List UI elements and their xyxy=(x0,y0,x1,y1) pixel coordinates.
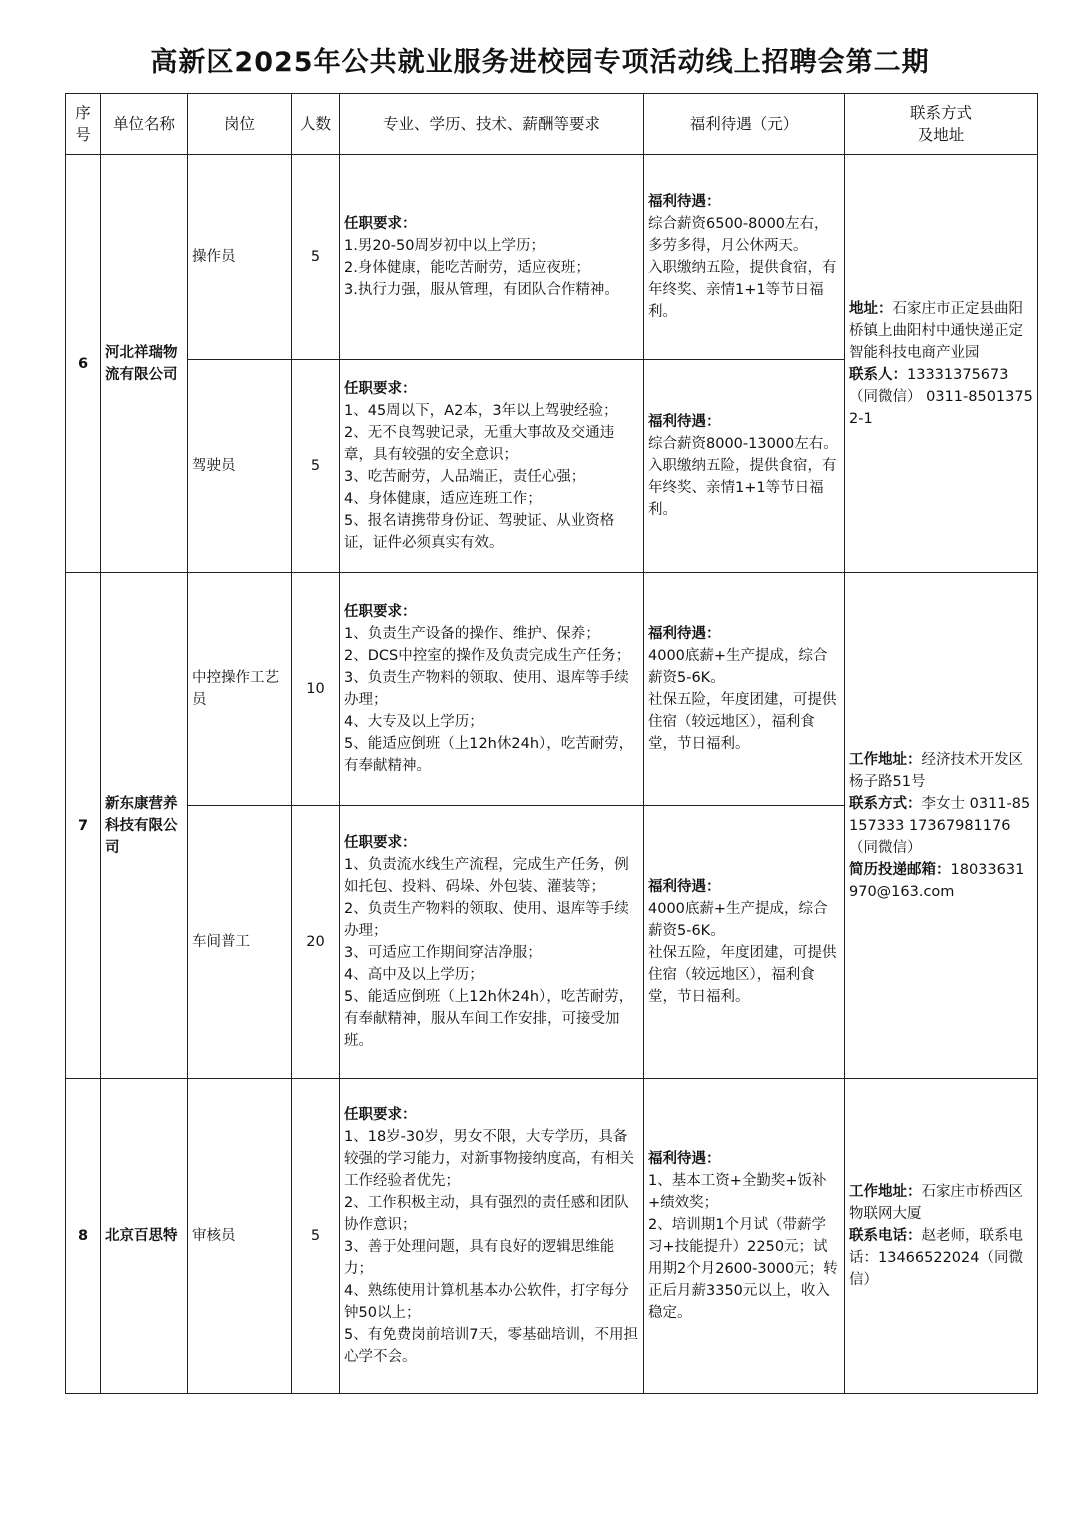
contact-cell xyxy=(845,155,1038,573)
requirement-item: 4、熟练使用计算机基本办公软件，打字每分钟50以上； xyxy=(344,1283,629,1321)
requirements-cell xyxy=(340,155,644,360)
requirement-item: 3、可适应工作期间穿洁净服； xyxy=(344,945,542,961)
requirement-item: 2、工作积极主动，具有强烈的责任感和团队协作意识； xyxy=(344,1195,629,1233)
benefits-cell xyxy=(644,806,845,1079)
table-row xyxy=(66,1079,1038,1394)
requirement-item: 2、DCS中控室的操作及负责完成生产任务； xyxy=(344,648,631,664)
requirement-item: 3、善于处理问题，具有良好的逻辑思维能力； xyxy=(344,1239,615,1277)
position-count: 20 xyxy=(292,806,340,1079)
requirements-cell xyxy=(340,360,644,573)
contact-label: 简历投递邮箱： xyxy=(849,861,951,878)
job-table xyxy=(65,93,1038,1394)
requirement-item: 3、吃苦耐劳，人品端正，责任心强； xyxy=(344,469,586,485)
position-count: 10 xyxy=(292,573,340,806)
requirements-cell xyxy=(340,573,644,806)
position-title: 审核员 xyxy=(188,1079,292,1394)
company-name: 北京百思特 xyxy=(101,1079,188,1394)
requirement-item: 3.执行力强，服从管理，有团队合作精神。 xyxy=(344,282,619,298)
requirements-heading: 任职要求： xyxy=(344,381,417,397)
benefit-item: 社保五险，年度团建，可提供住宿（较远地区），福利食堂，节日福利。 xyxy=(648,692,837,752)
contact-line: 联系电话：赵老师，联系电话：13466522024（同微信） xyxy=(849,1228,1023,1288)
benefits-heading: 福利待遇： xyxy=(648,1151,721,1167)
header-requirements: 专业、学历、技术、薪酬等要求 xyxy=(340,94,644,155)
benefit-item: 综合薪资6500-8000左右，多劳多得，月公休两天。 xyxy=(648,216,829,254)
benefit-item: 综合薪资8000-13000左右。 xyxy=(648,436,838,452)
position-title: 操作员 xyxy=(188,155,292,360)
requirement-item: 4、大专及以上学历； xyxy=(344,714,484,730)
requirement-item: 3、负责生产物料的领取、使用、退库等手续办理； xyxy=(344,670,629,708)
requirement-item: 2、无不良驾驶记录，无重大事故及交通违章，具有较强的安全意识； xyxy=(344,425,615,463)
benefits-cell xyxy=(644,155,845,360)
benefit-item: 入职缴纳五险，提供食宿，有年终奖、亲情1+1等节日福利。 xyxy=(648,458,837,518)
benefit-item: 2、培训期1个月试（带薪学习+技能提升）2250元；试用期2个月2600-3000元；转正后月薪3350元以上，收入稳定。 xyxy=(648,1217,838,1321)
position-count: 5 xyxy=(292,155,340,360)
position-title: 驾驶员 xyxy=(188,360,292,573)
benefits-cell xyxy=(644,360,845,573)
contact-line: 联系方式：李女士 0311-85157333 17367981176（同微信） xyxy=(849,795,1031,856)
company-name: 新东康营养科技有限公司 xyxy=(101,573,188,1079)
contact-label: 联系人： xyxy=(849,366,907,383)
position-count: 5 xyxy=(292,1079,340,1394)
benefit-item: 社保五险，年度团建，可提供住宿（较远地区），福利食堂，节日福利。 xyxy=(648,945,837,1005)
seq-cell: 8 xyxy=(66,1079,101,1394)
header-count: 人数 xyxy=(292,94,340,155)
header-benefits: 福利待遇（元） xyxy=(644,94,845,155)
position-title: 车间普工 xyxy=(188,806,292,1079)
requirement-item: 2、负责生产物料的领取、使用、退库等手续办理； xyxy=(344,901,629,939)
requirement-item: 5、能适应倒班（上12h休24h），吃苦耐劳，有奉献精神。 xyxy=(344,736,634,774)
header-position: 岗位 xyxy=(188,94,292,155)
contact-label: 联系电话： xyxy=(849,1228,922,1244)
contact-line: 联系人：13331375673（同微信） 0311-85013752-1 xyxy=(849,366,1033,427)
requirements-heading: 任职要求： xyxy=(344,216,417,232)
requirements-heading: 任职要求： xyxy=(344,1107,417,1123)
header-contact xyxy=(845,94,1038,155)
benefits-heading: 福利待遇： xyxy=(648,414,721,430)
header-row xyxy=(66,94,1038,155)
requirement-item: 1、18岁-30岁，男女不限，大专学历，具备较强的学习能力，对新事物接纳度高，有相关工作经验者优先； xyxy=(344,1129,634,1189)
contact-line: 工作地址：经济技术开发区杨子路51号 xyxy=(849,751,1023,790)
requirements-heading: 任职要求： xyxy=(344,835,417,851)
benefits-heading: 福利待遇： xyxy=(648,194,721,210)
requirements-cell xyxy=(340,1079,644,1394)
contact-cell xyxy=(845,573,1038,1079)
seq-cell: 6 xyxy=(66,155,101,573)
table-body xyxy=(66,155,1038,1394)
contact-label: 联系方式： xyxy=(849,795,922,812)
requirement-item: 5、能适应倒班（上12h休24h），吃苦耐劳，有奉献精神，服从车间工作安排，可接受加班。 xyxy=(344,989,634,1049)
contact-label: 工作地址： xyxy=(849,751,922,768)
table-row xyxy=(66,155,1038,360)
benefits-cell xyxy=(644,1079,845,1394)
contact-label: 工作地址： xyxy=(849,1184,922,1200)
requirement-item: 4、身体健康，适应连班工作； xyxy=(344,491,542,507)
benefits-cell xyxy=(644,573,845,806)
seq-cell: 7 xyxy=(66,573,101,1079)
requirement-item: 1、负责生产设备的操作、维护、保养； xyxy=(344,626,600,642)
table-row xyxy=(66,573,1038,806)
requirement-item: 4、高中及以上学历； xyxy=(344,967,484,983)
company-name: 河北祥瑞物流有限公司 xyxy=(101,155,188,573)
contact-line: 工作地址：石家庄市桥西区物联网大厦 xyxy=(849,1184,1023,1222)
requirement-item: 5、有免费岗前培训7天，零基础培训，不用担心学不会。 xyxy=(344,1327,638,1365)
contact-line: 地址：石家庄市正定县曲阳桥镇上曲阳村中通快递正定智能科技电商产业园 xyxy=(849,300,1023,361)
contact-line: 简历投递邮箱：18033631970@163.com xyxy=(849,861,1025,900)
requirement-item: 1.男20-50周岁初中以上学历； xyxy=(344,238,545,254)
position-title: 中控操作工艺员 xyxy=(188,573,292,806)
contact-cell xyxy=(845,1079,1038,1394)
requirements-heading: 任职要求： xyxy=(344,604,417,620)
header-seq: 序号 xyxy=(66,94,101,155)
benefit-item: 1、基本工资+全勤奖+饭补+绩效奖； xyxy=(648,1173,827,1211)
requirement-item: 5、报名请携带身份证、驾驶证、从业资格证，证件必须真实有效。 xyxy=(344,513,615,551)
header-contact-line2: 及地址 xyxy=(917,126,965,144)
requirements-cell xyxy=(340,806,644,1079)
requirement-item: 1、45周以下，A2本，3年以上驾驶经验； xyxy=(344,403,618,419)
benefits-heading: 福利待遇： xyxy=(648,626,721,642)
position-count: 5 xyxy=(292,360,340,573)
requirement-item: 1、负责流水线生产流程，完成生产任务，例如托包、投料、码垛、外包装、灌装等； xyxy=(344,857,629,895)
benefit-item: 入职缴纳五险，提供食宿，有年终奖、亲情1+1等节日福利。 xyxy=(648,260,837,320)
header-contact-line1: 联系方式 xyxy=(909,104,972,122)
contact-label: 地址： xyxy=(849,300,893,317)
header-company: 单位名称 xyxy=(101,94,188,155)
requirement-item: 2.身体健康，能吃苦耐劳，适应夜班； xyxy=(344,260,590,276)
benefit-item: 4000底薪+生产提成，综合薪资5-6K。 xyxy=(648,648,828,686)
benefit-item: 4000底薪+生产提成，综合薪资5-6K。 xyxy=(648,901,828,939)
benefits-heading: 福利待遇： xyxy=(648,879,721,895)
page-title: 高新区2025年公共就业服务进校园专项活动线上招聘会第二期 xyxy=(150,47,930,78)
